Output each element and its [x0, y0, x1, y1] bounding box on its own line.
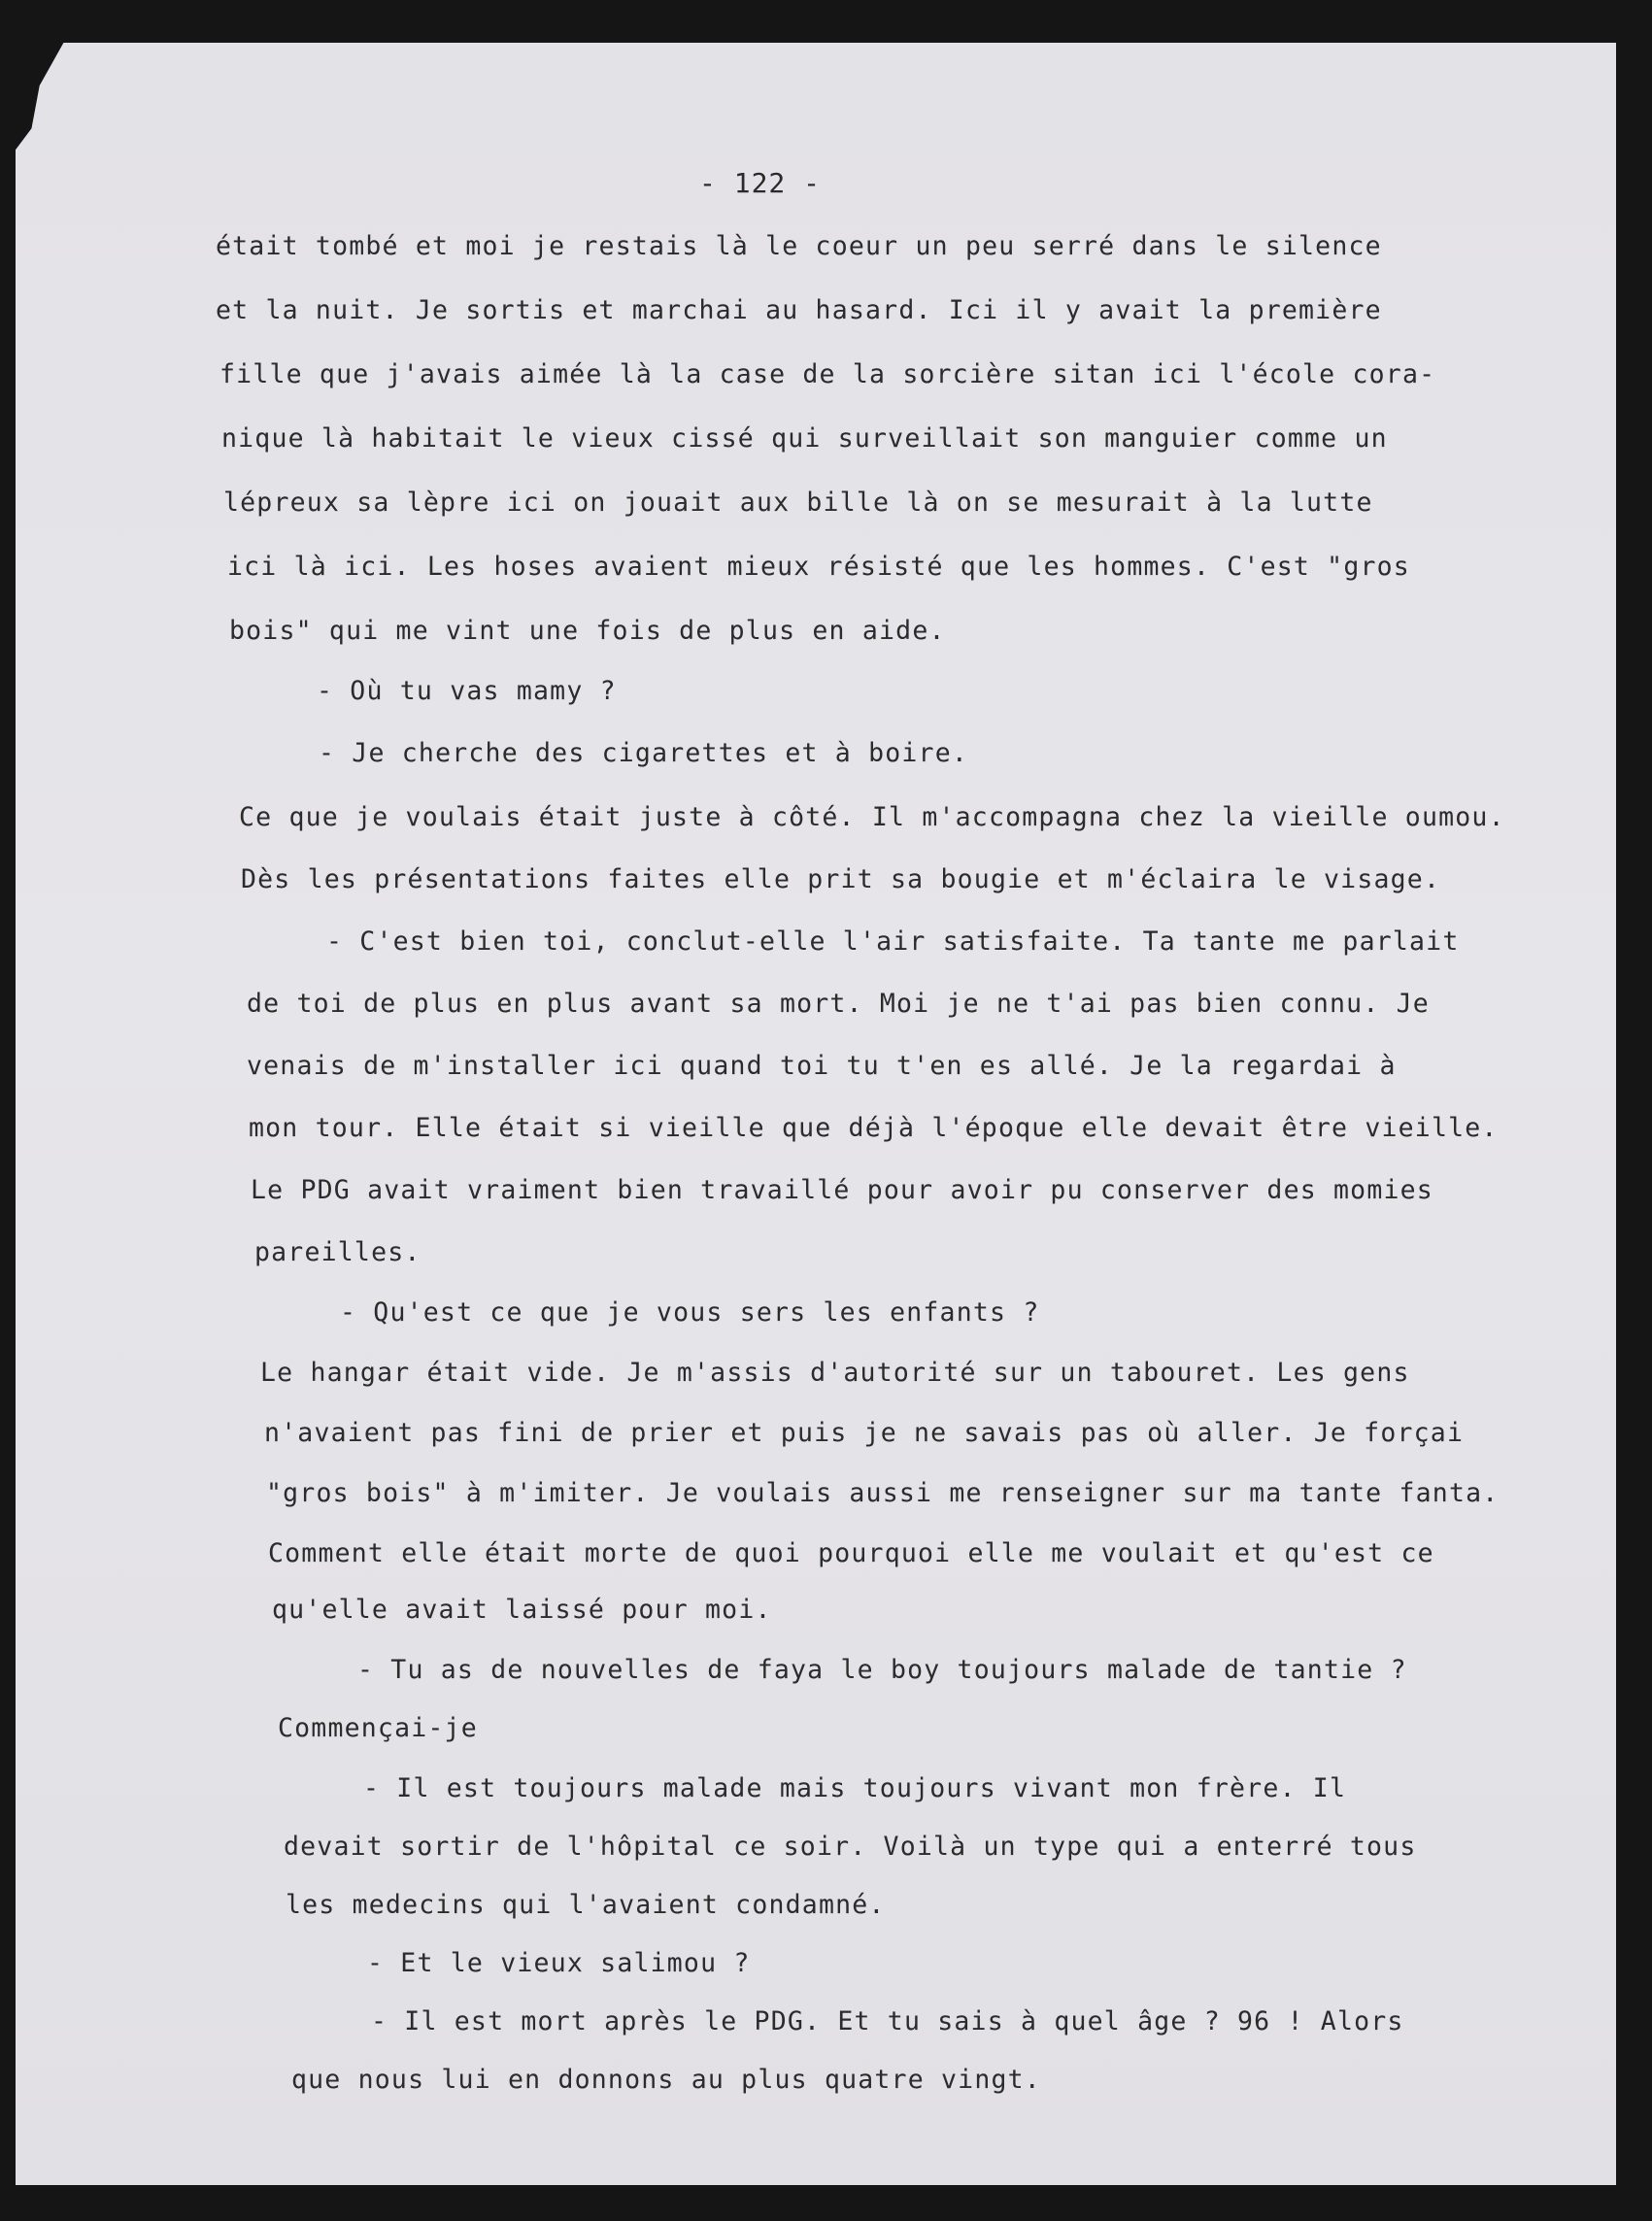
- text-line: qu'elle avait laissé pour moi.: [272, 1595, 772, 1625]
- text-line: Dès les présentations faites elle prit sa bougie et m'éclaira le visage.: [241, 864, 1441, 894]
- text-line: - Il est mort après le PDG. Et tu sais à quel âge ? 96 ! Alors: [371, 2006, 1404, 2036]
- page-number: - 122 -: [699, 167, 822, 199]
- text-line: - Tu as de nouvelles de faya le boy toujours malade de tantie ?: [357, 1655, 1407, 1685]
- text-line: était tombé et moi je restais là le coeur un peu serré dans le silence: [216, 231, 1382, 261]
- text-line: et la nuit. Je sortis et marchai au hasard. Ici il y avait la première: [216, 295, 1382, 325]
- text-line: nique là habitait le vieux cissé qui surveillait son manguier comme un: [221, 423, 1388, 454]
- text-line: fille que j'avais aimée là la case de la sorcière sitan ici l'école cora-: [219, 359, 1436, 389]
- text-line: que nous lui en donnons au plus quatre vingt.: [291, 2065, 1041, 2095]
- text-line: - Et le vieux salimou ?: [367, 1948, 751, 1978]
- text-line: lépreux sa lèpre ici on jouait aux bille là on se mesurait à la lutte: [223, 488, 1373, 518]
- text-line: Ce que je voulais était juste à côté. Il m'accompagna chez la vieille oumou.: [239, 802, 1505, 832]
- text-line: devait sortir de l'hôpital ce soir. Voilà un type qui a enterré tous: [284, 1832, 1417, 1862]
- text-line: les medecins qui l'avaient condamné.: [286, 1890, 886, 1920]
- text-line: - Il est toujours malade mais toujours vivant mon frère. Il: [363, 1773, 1347, 1803]
- text-line: Le hangar était vide. Je m'assis d'autorité sur un tabouret. Les gens: [260, 1358, 1410, 1388]
- text-line: Le PDG avait vraiment bien travaillé pour avoir pu conserver des momies: [251, 1175, 1433, 1205]
- text-line: - C'est bien toi, conclut-elle l'air satisfaite. Ta tante me parlait: [326, 926, 1460, 957]
- text-line: - Où tu vas mamy ?: [317, 676, 617, 706]
- text-line: pareilles.: [254, 1237, 421, 1267]
- text-line: mon tour. Elle était si vieille que déjà l'époque elle devait être vieille.: [249, 1113, 1499, 1143]
- text-line: Commençai-je: [278, 1713, 478, 1743]
- text-line: - Qu'est ce que je vous sers les enfants ?: [340, 1297, 1040, 1328]
- text-line: n'avaient pas fini de prier et puis je ne savais pas où aller. Je forçai: [264, 1418, 1465, 1448]
- text-line: - Je cherche des cigarettes et à boire.: [319, 738, 969, 768]
- text-line: bois" qui me vint une fois de plus en aide.: [229, 616, 946, 646]
- text-line: "gros bois" à m'imiter. Je voulais aussi me renseigner sur ma tante fanta.: [266, 1478, 1500, 1508]
- text-line: ici là ici. Les hoses avaient mieux résisté que les hommes. C'est "gros: [227, 552, 1410, 582]
- text-line: venais de m'installer ici quand toi tu t'en es allé. Je la regardai à: [247, 1051, 1397, 1081]
- text-line: Comment elle était morte de quoi pourquoi elle me voulait et qu'est ce: [268, 1538, 1434, 1568]
- text-line: de toi de plus en plus avant sa mort. Moi je ne t'ai pas bien connu. Je: [247, 989, 1430, 1019]
